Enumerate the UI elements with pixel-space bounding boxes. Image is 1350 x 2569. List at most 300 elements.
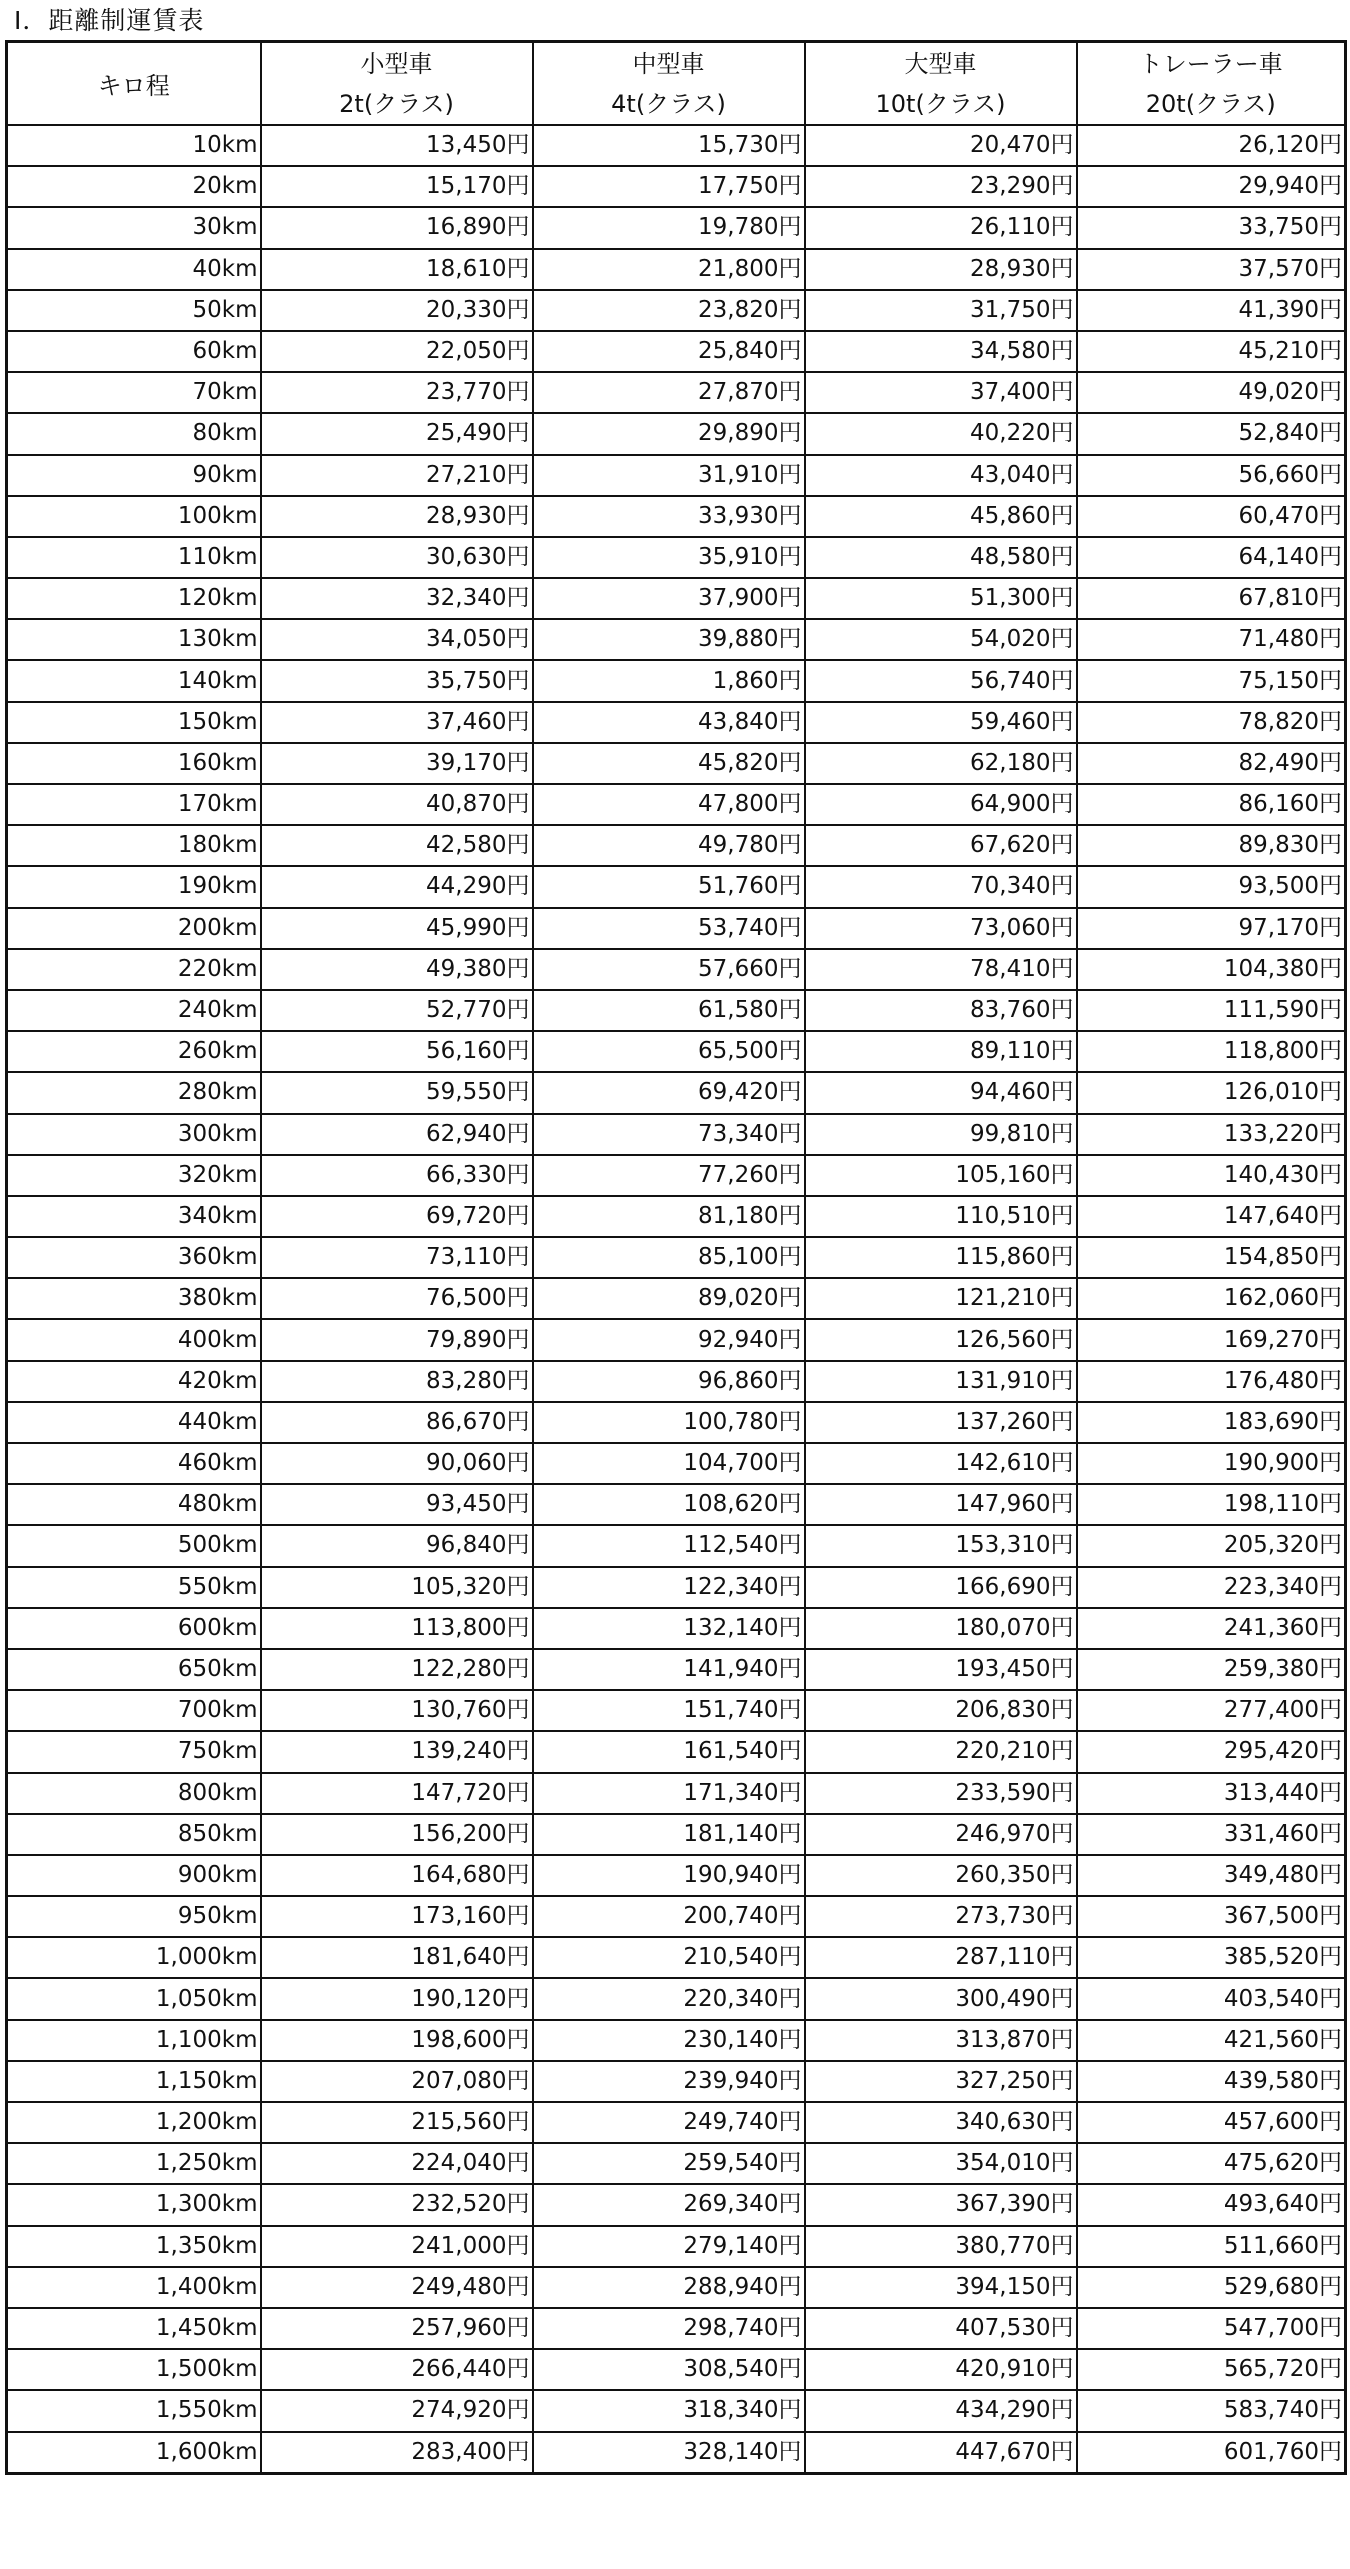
cell-fare-large: 300,490円 bbox=[805, 1978, 1077, 2019]
table-row bbox=[7, 1855, 1346, 1896]
cell-fare-large: 153,310円 bbox=[805, 1525, 1077, 1566]
cell-distance: 10km bbox=[7, 125, 261, 166]
cell-fare-medium: 17,750円 bbox=[533, 166, 805, 207]
cell-fare-small: 76,500円 bbox=[261, 1278, 533, 1319]
cell-fare-large: 327,250円 bbox=[805, 2061, 1077, 2102]
table-row bbox=[7, 2102, 1346, 2143]
table-row bbox=[7, 1608, 1346, 1649]
cell-fare-medium: 53,740円 bbox=[533, 908, 805, 949]
cell-fare-medium: 249,740円 bbox=[533, 2102, 805, 2143]
table-row bbox=[7, 1278, 1346, 1319]
table-row bbox=[7, 496, 1346, 537]
cell-fare-small: 28,930円 bbox=[261, 496, 533, 537]
cell-distance: 600km bbox=[7, 1608, 261, 1649]
cell-fare-small: 69,720円 bbox=[261, 1196, 533, 1237]
cell-fare-large: 287,110円 bbox=[805, 1937, 1077, 1978]
table-row bbox=[7, 1484, 1346, 1525]
table-body bbox=[7, 125, 1346, 2473]
table-row bbox=[7, 125, 1346, 166]
cell-fare-medium: 73,340円 bbox=[533, 1114, 805, 1155]
cell-fare-trailer: 529,680円 bbox=[1077, 2267, 1346, 2308]
cell-fare-medium: 132,140円 bbox=[533, 1608, 805, 1649]
header-vehicle-name: 小型車 bbox=[360, 49, 433, 78]
table-row bbox=[7, 1690, 1346, 1731]
table-row bbox=[7, 949, 1346, 990]
cell-fare-medium: 151,740円 bbox=[533, 1690, 805, 1731]
cell-distance: 1,050km bbox=[7, 1978, 261, 2019]
table-row bbox=[7, 1361, 1346, 1402]
cell-fare-large: 131,910円 bbox=[805, 1361, 1077, 1402]
cell-fare-large: 340,630円 bbox=[805, 2102, 1077, 2143]
cell-fare-trailer: 118,800円 bbox=[1077, 1031, 1346, 1072]
cell-fare-medium: 210,540円 bbox=[533, 1937, 805, 1978]
table-row bbox=[7, 1114, 1346, 1155]
cell-distance: 280km bbox=[7, 1072, 261, 1113]
cell-fare-large: 99,810円 bbox=[805, 1114, 1077, 1155]
cell-fare-medium: 92,940円 bbox=[533, 1319, 805, 1360]
cell-fare-trailer: 52,840円 bbox=[1077, 413, 1346, 454]
cell-distance: 80km bbox=[7, 413, 261, 454]
table-row bbox=[7, 2184, 1346, 2225]
cell-distance: 1,350km bbox=[7, 2226, 261, 2267]
cell-fare-trailer: 56,660円 bbox=[1077, 455, 1346, 496]
cell-fare-large: 380,770円 bbox=[805, 2226, 1077, 2267]
cell-fare-small: 173,160円 bbox=[261, 1896, 533, 1937]
cell-fare-small: 90,060円 bbox=[261, 1443, 533, 1484]
cell-fare-large: 28,930円 bbox=[805, 249, 1077, 290]
cell-distance: 120km bbox=[7, 578, 261, 619]
table-row bbox=[7, 702, 1346, 743]
table-row bbox=[7, 2432, 1346, 2474]
cell-fare-small: 105,320円 bbox=[261, 1567, 533, 1608]
cell-fare-trailer: 64,140円 bbox=[1077, 537, 1346, 578]
cell-fare-trailer: 133,220円 bbox=[1077, 1114, 1346, 1155]
table-header bbox=[7, 42, 1346, 126]
cell-fare-small: 40,870円 bbox=[261, 784, 533, 825]
cell-fare-large: 166,690円 bbox=[805, 1567, 1077, 1608]
cell-distance: 180km bbox=[7, 825, 261, 866]
table-row bbox=[7, 990, 1346, 1031]
table-row bbox=[7, 2267, 1346, 2308]
cell-fare-trailer: 75,150円 bbox=[1077, 660, 1346, 701]
cell-fare-large: 434,290円 bbox=[805, 2390, 1077, 2431]
cell-fare-medium: 47,800円 bbox=[533, 784, 805, 825]
cell-fare-trailer: 60,470円 bbox=[1077, 496, 1346, 537]
cell-fare-trailer: 223,340円 bbox=[1077, 1567, 1346, 1608]
cell-fare-trailer: 511,660円 bbox=[1077, 2226, 1346, 2267]
cell-fare-small: 232,520円 bbox=[261, 2184, 533, 2225]
cell-fare-trailer: 198,110円 bbox=[1077, 1484, 1346, 1525]
cell-distance: 240km bbox=[7, 990, 261, 1031]
cell-fare-medium: 100,780円 bbox=[533, 1402, 805, 1443]
cell-distance: 1,100km bbox=[7, 2020, 261, 2061]
cell-fare-medium: 39,880円 bbox=[533, 619, 805, 660]
cell-fare-trailer: 97,170円 bbox=[1077, 908, 1346, 949]
cell-fare-trailer: 385,520円 bbox=[1077, 1937, 1346, 1978]
cell-fare-trailer: 176,480円 bbox=[1077, 1361, 1346, 1402]
cell-fare-medium: 269,340円 bbox=[533, 2184, 805, 2225]
cell-fare-medium: 171,340円 bbox=[533, 1773, 805, 1814]
cell-fare-small: 215,560円 bbox=[261, 2102, 533, 2143]
table-row bbox=[7, 2226, 1346, 2267]
cell-fare-medium: 298,740円 bbox=[533, 2308, 805, 2349]
cell-fare-large: 31,750円 bbox=[805, 290, 1077, 331]
cell-distance: 200km bbox=[7, 908, 261, 949]
cell-fare-medium: 27,870円 bbox=[533, 372, 805, 413]
cell-distance: 130km bbox=[7, 619, 261, 660]
cell-distance: 1,400km bbox=[7, 2267, 261, 2308]
header-distance bbox=[7, 42, 261, 126]
table-row bbox=[7, 1237, 1346, 1278]
distance-fare-table bbox=[5, 40, 1347, 2475]
cell-fare-large: 407,530円 bbox=[805, 2308, 1077, 2349]
table-row bbox=[7, 1402, 1346, 1443]
cell-fare-trailer: 241,360円 bbox=[1077, 1608, 1346, 1649]
cell-fare-medium: 15,730円 bbox=[533, 125, 805, 166]
cell-fare-small: 86,670円 bbox=[261, 1402, 533, 1443]
cell-fare-small: 198,600円 bbox=[261, 2020, 533, 2061]
cell-fare-medium: 96,860円 bbox=[533, 1361, 805, 1402]
cell-fare-trailer: 26,120円 bbox=[1077, 125, 1346, 166]
cell-fare-small: 13,450円 bbox=[261, 125, 533, 166]
cell-distance: 1,600km bbox=[7, 2432, 261, 2474]
cell-fare-large: 89,110円 bbox=[805, 1031, 1077, 1072]
cell-fare-small: 56,160円 bbox=[261, 1031, 533, 1072]
cell-fare-trailer: 475,620円 bbox=[1077, 2143, 1346, 2184]
cell-distance: 320km bbox=[7, 1155, 261, 1196]
cell-fare-medium: 288,940円 bbox=[533, 2267, 805, 2308]
cell-fare-small: 39,170円 bbox=[261, 743, 533, 784]
cell-fare-large: 193,450円 bbox=[805, 1649, 1077, 1690]
cell-fare-large: 45,860円 bbox=[805, 496, 1077, 537]
cell-distance: 900km bbox=[7, 1855, 261, 1896]
table-row bbox=[7, 619, 1346, 660]
cell-distance: 300km bbox=[7, 1114, 261, 1155]
cell-fare-trailer: 313,440円 bbox=[1077, 1773, 1346, 1814]
cell-fare-medium: 279,140円 bbox=[533, 2226, 805, 2267]
cell-fare-medium: 112,540円 bbox=[533, 1525, 805, 1566]
cell-fare-trailer: 82,490円 bbox=[1077, 743, 1346, 784]
cell-distance: 800km bbox=[7, 1773, 261, 1814]
header-vehicle-name: 中型車 bbox=[632, 49, 705, 78]
cell-fare-large: 137,260円 bbox=[805, 1402, 1077, 1443]
cell-distance: 160km bbox=[7, 743, 261, 784]
cell-fare-medium: 328,140円 bbox=[533, 2432, 805, 2474]
cell-fare-trailer: 421,560円 bbox=[1077, 2020, 1346, 2061]
cell-fare-medium: 230,140円 bbox=[533, 2020, 805, 2061]
cell-fare-small: 257,960円 bbox=[261, 2308, 533, 2349]
cell-fare-small: 59,550円 bbox=[261, 1072, 533, 1113]
cell-fare-large: 34,580円 bbox=[805, 331, 1077, 372]
cell-fare-small: 139,240円 bbox=[261, 1731, 533, 1772]
cell-fare-trailer: 601,760円 bbox=[1077, 2432, 1346, 2474]
cell-distance: 1,450km bbox=[7, 2308, 261, 2349]
cell-fare-large: 73,060円 bbox=[805, 908, 1077, 949]
header-vehicle-class: 20t(クラス) bbox=[1145, 89, 1276, 118]
cell-distance: 20km bbox=[7, 166, 261, 207]
table-row bbox=[7, 1937, 1346, 1978]
cell-fare-large: 20,470円 bbox=[805, 125, 1077, 166]
cell-fare-small: 113,800円 bbox=[261, 1608, 533, 1649]
header-distance-label: キロ程 bbox=[97, 72, 170, 100]
table-row bbox=[7, 537, 1346, 578]
cell-distance: 90km bbox=[7, 455, 261, 496]
cell-fare-trailer: 89,830円 bbox=[1077, 825, 1346, 866]
table-row bbox=[7, 1072, 1346, 1113]
cell-fare-trailer: 67,810円 bbox=[1077, 578, 1346, 619]
table-row bbox=[7, 2349, 1346, 2390]
cell-fare-large: 447,670円 bbox=[805, 2432, 1077, 2474]
table-row bbox=[7, 1896, 1346, 1937]
cell-fare-small: 249,480円 bbox=[261, 2267, 533, 2308]
cell-fare-large: 147,960円 bbox=[805, 1484, 1077, 1525]
table-row bbox=[7, 1155, 1346, 1196]
cell-distance: 220km bbox=[7, 949, 261, 990]
cell-fare-medium: 29,890円 bbox=[533, 413, 805, 454]
cell-fare-small: 52,770円 bbox=[261, 990, 533, 1031]
cell-fare-large: 78,410円 bbox=[805, 949, 1077, 990]
cell-distance: 850km bbox=[7, 1814, 261, 1855]
cell-fare-large: 62,180円 bbox=[805, 743, 1077, 784]
cell-fare-trailer: 183,690円 bbox=[1077, 1402, 1346, 1443]
cell-fare-small: 20,330円 bbox=[261, 290, 533, 331]
cell-distance: 110km bbox=[7, 537, 261, 578]
cell-fare-medium: 51,760円 bbox=[533, 866, 805, 907]
cell-fare-trailer: 457,600円 bbox=[1077, 2102, 1346, 2143]
cell-fare-large: 70,340円 bbox=[805, 866, 1077, 907]
cell-fare-medium: 200,740円 bbox=[533, 1896, 805, 1937]
cell-distance: 460km bbox=[7, 1443, 261, 1484]
cell-fare-medium: 89,020円 bbox=[533, 1278, 805, 1319]
cell-fare-large: 115,860円 bbox=[805, 1237, 1077, 1278]
cell-fare-trailer: 154,850円 bbox=[1077, 1237, 1346, 1278]
cell-fare-large: 54,020円 bbox=[805, 619, 1077, 660]
table-row bbox=[7, 249, 1346, 290]
header-trailer bbox=[1077, 42, 1346, 126]
cell-distance: 1,250km bbox=[7, 2143, 261, 2184]
cell-fare-small: 164,680円 bbox=[261, 1855, 533, 1896]
cell-distance: 100km bbox=[7, 496, 261, 537]
cell-fare-large: 246,970円 bbox=[805, 1814, 1077, 1855]
table-row bbox=[7, 2020, 1346, 2061]
table-row bbox=[7, 1196, 1346, 1237]
header-vehicle-class: 2t(クラス) bbox=[339, 89, 454, 118]
cell-fare-trailer: 126,010円 bbox=[1077, 1072, 1346, 1113]
cell-fare-medium: 104,700円 bbox=[533, 1443, 805, 1484]
cell-fare-medium: 239,940円 bbox=[533, 2061, 805, 2102]
cell-fare-small: 156,200円 bbox=[261, 1814, 533, 1855]
cell-distance: 190km bbox=[7, 866, 261, 907]
cell-distance: 700km bbox=[7, 1690, 261, 1731]
cell-fare-medium: 31,910円 bbox=[533, 455, 805, 496]
cell-fare-large: 105,160円 bbox=[805, 1155, 1077, 1196]
cell-fare-trailer: 205,320円 bbox=[1077, 1525, 1346, 1566]
cell-fare-large: 43,040円 bbox=[805, 455, 1077, 496]
cell-fare-small: 18,610円 bbox=[261, 249, 533, 290]
cell-fare-medium: 65,500円 bbox=[533, 1031, 805, 1072]
cell-fare-medium: 49,780円 bbox=[533, 825, 805, 866]
cell-fare-large: 180,070円 bbox=[805, 1608, 1077, 1649]
header-vehicle-name: トレーラー車 bbox=[1138, 49, 1283, 78]
cell-fare-large: 67,620円 bbox=[805, 825, 1077, 866]
cell-fare-medium: 37,900円 bbox=[533, 578, 805, 619]
cell-fare-large: 26,110円 bbox=[805, 207, 1077, 248]
cell-fare-large: 64,900円 bbox=[805, 784, 1077, 825]
cell-fare-trailer: 367,500円 bbox=[1077, 1896, 1346, 1937]
cell-distance: 50km bbox=[7, 290, 261, 331]
cell-distance: 1,550km bbox=[7, 2390, 261, 2431]
cell-fare-small: 49,380円 bbox=[261, 949, 533, 990]
cell-fare-trailer: 493,640円 bbox=[1077, 2184, 1346, 2225]
header-large-truck bbox=[805, 42, 1077, 126]
table-row bbox=[7, 455, 1346, 496]
cell-fare-medium: 61,580円 bbox=[533, 990, 805, 1031]
table-row bbox=[7, 290, 1346, 331]
cell-fare-trailer: 41,390円 bbox=[1077, 290, 1346, 331]
cell-distance: 40km bbox=[7, 249, 261, 290]
cell-fare-small: 25,490円 bbox=[261, 413, 533, 454]
cell-fare-large: 260,350円 bbox=[805, 1855, 1077, 1896]
cell-fare-large: 56,740円 bbox=[805, 660, 1077, 701]
cell-fare-trailer: 111,590円 bbox=[1077, 990, 1346, 1031]
cell-fare-large: 273,730円 bbox=[805, 1896, 1077, 1937]
cell-fare-small: 66,330円 bbox=[261, 1155, 533, 1196]
table-row bbox=[7, 2143, 1346, 2184]
cell-fare-medium: 21,800円 bbox=[533, 249, 805, 290]
cell-fare-small: 224,040円 bbox=[261, 2143, 533, 2184]
cell-fare-large: 233,590円 bbox=[805, 1773, 1077, 1814]
cell-fare-medium: 141,940円 bbox=[533, 1649, 805, 1690]
cell-distance: 170km bbox=[7, 784, 261, 825]
cell-fare-small: 32,340円 bbox=[261, 578, 533, 619]
cell-fare-small: 16,890円 bbox=[261, 207, 533, 248]
cell-fare-small: 147,720円 bbox=[261, 1773, 533, 1814]
cell-fare-trailer: 259,380円 bbox=[1077, 1649, 1346, 1690]
cell-fare-large: 23,290円 bbox=[805, 166, 1077, 207]
table-row bbox=[7, 372, 1346, 413]
table-row bbox=[7, 413, 1346, 454]
cell-fare-large: 110,510円 bbox=[805, 1196, 1077, 1237]
cell-fare-trailer: 583,740円 bbox=[1077, 2390, 1346, 2431]
cell-distance: 1,150km bbox=[7, 2061, 261, 2102]
header-vehicle-class: 10t(クラス) bbox=[875, 89, 1006, 118]
cell-distance: 1,500km bbox=[7, 2349, 261, 2390]
cell-fare-small: 23,770円 bbox=[261, 372, 533, 413]
cell-fare-medium: 220,340円 bbox=[533, 1978, 805, 2019]
cell-fare-trailer: 86,160円 bbox=[1077, 784, 1346, 825]
table-row bbox=[7, 1567, 1346, 1608]
cell-fare-small: 62,940円 bbox=[261, 1114, 533, 1155]
cell-fare-small: 44,290円 bbox=[261, 866, 533, 907]
cell-distance: 420km bbox=[7, 1361, 261, 1402]
cell-fare-small: 96,840円 bbox=[261, 1525, 533, 1566]
cell-fare-trailer: 33,750円 bbox=[1077, 207, 1346, 248]
cell-fare-small: 22,050円 bbox=[261, 331, 533, 372]
cell-distance: 380km bbox=[7, 1278, 261, 1319]
table-row bbox=[7, 2390, 1346, 2431]
cell-distance: 140km bbox=[7, 660, 261, 701]
cell-fare-trailer: 439,580円 bbox=[1077, 2061, 1346, 2102]
header-vehicle-class: 4t(クラス) bbox=[611, 89, 726, 118]
cell-fare-small: 34,050円 bbox=[261, 619, 533, 660]
cell-fare-trailer: 565,720円 bbox=[1077, 2349, 1346, 2390]
cell-fare-large: 51,300円 bbox=[805, 578, 1077, 619]
header-row bbox=[7, 42, 1346, 126]
table-row bbox=[7, 825, 1346, 866]
cell-fare-medium: 85,100円 bbox=[533, 1237, 805, 1278]
cell-fare-medium: 308,540円 bbox=[533, 2349, 805, 2390]
cell-fare-medium: 35,910円 bbox=[533, 537, 805, 578]
cell-fare-medium: 25,840円 bbox=[533, 331, 805, 372]
cell-fare-small: 241,000円 bbox=[261, 2226, 533, 2267]
table-row bbox=[7, 1978, 1346, 2019]
cell-fare-medium: 33,930円 bbox=[533, 496, 805, 537]
cell-fare-trailer: 49,020円 bbox=[1077, 372, 1346, 413]
table-row bbox=[7, 908, 1346, 949]
table-row bbox=[7, 1649, 1346, 1690]
cell-fare-small: 207,080円 bbox=[261, 2061, 533, 2102]
cell-distance: 30km bbox=[7, 207, 261, 248]
cell-fare-large: 206,830円 bbox=[805, 1690, 1077, 1731]
cell-fare-small: 283,400円 bbox=[261, 2432, 533, 2474]
cell-distance: 1,200km bbox=[7, 2102, 261, 2143]
cell-fare-trailer: 169,270円 bbox=[1077, 1319, 1346, 1360]
table-row bbox=[7, 1773, 1346, 1814]
cell-fare-trailer: 147,640円 bbox=[1077, 1196, 1346, 1237]
cell-distance: 360km bbox=[7, 1237, 261, 1278]
cell-fare-small: 35,750円 bbox=[261, 660, 533, 701]
cell-fare-small: 45,990円 bbox=[261, 908, 533, 949]
cell-fare-trailer: 349,480円 bbox=[1077, 1855, 1346, 1896]
cell-fare-trailer: 295,420円 bbox=[1077, 1731, 1346, 1772]
cell-fare-large: 313,870円 bbox=[805, 2020, 1077, 2061]
cell-fare-small: 274,920円 bbox=[261, 2390, 533, 2431]
cell-fare-small: 266,440円 bbox=[261, 2349, 533, 2390]
table-row bbox=[7, 2061, 1346, 2102]
table-row bbox=[7, 1443, 1346, 1484]
cell-fare-medium: 161,540円 bbox=[533, 1731, 805, 1772]
cell-fare-medium: 122,340円 bbox=[533, 1567, 805, 1608]
cell-fare-small: 27,210円 bbox=[261, 455, 533, 496]
table-row bbox=[7, 578, 1346, 619]
cell-fare-medium: 181,140円 bbox=[533, 1814, 805, 1855]
cell-fare-large: 59,460円 bbox=[805, 702, 1077, 743]
cell-distance: 60km bbox=[7, 331, 261, 372]
cell-fare-medium: 45,820円 bbox=[533, 743, 805, 784]
cell-fare-trailer: 93,500円 bbox=[1077, 866, 1346, 907]
table-row bbox=[7, 331, 1346, 372]
header-medium-truck bbox=[533, 42, 805, 126]
cell-fare-large: 121,210円 bbox=[805, 1278, 1077, 1319]
cell-distance: 260km bbox=[7, 1031, 261, 1072]
cell-fare-large: 142,610円 bbox=[805, 1443, 1077, 1484]
cell-fare-medium: 108,620円 bbox=[533, 1484, 805, 1525]
cell-distance: 750km bbox=[7, 1731, 261, 1772]
cell-fare-medium: 23,820円 bbox=[533, 290, 805, 331]
cell-fare-medium: 190,940円 bbox=[533, 1855, 805, 1896]
cell-fare-large: 40,220円 bbox=[805, 413, 1077, 454]
table-row bbox=[7, 660, 1346, 701]
table-row bbox=[7, 743, 1346, 784]
cell-fare-large: 83,760円 bbox=[805, 990, 1077, 1031]
cell-fare-small: 73,110円 bbox=[261, 1237, 533, 1278]
cell-fare-trailer: 45,210円 bbox=[1077, 331, 1346, 372]
cell-distance: 500km bbox=[7, 1525, 261, 1566]
cell-fare-small: 181,640円 bbox=[261, 1937, 533, 1978]
cell-fare-trailer: 277,400円 bbox=[1077, 1690, 1346, 1731]
cell-fare-trailer: 71,480円 bbox=[1077, 619, 1346, 660]
cell-fare-medium: 77,260円 bbox=[533, 1155, 805, 1196]
